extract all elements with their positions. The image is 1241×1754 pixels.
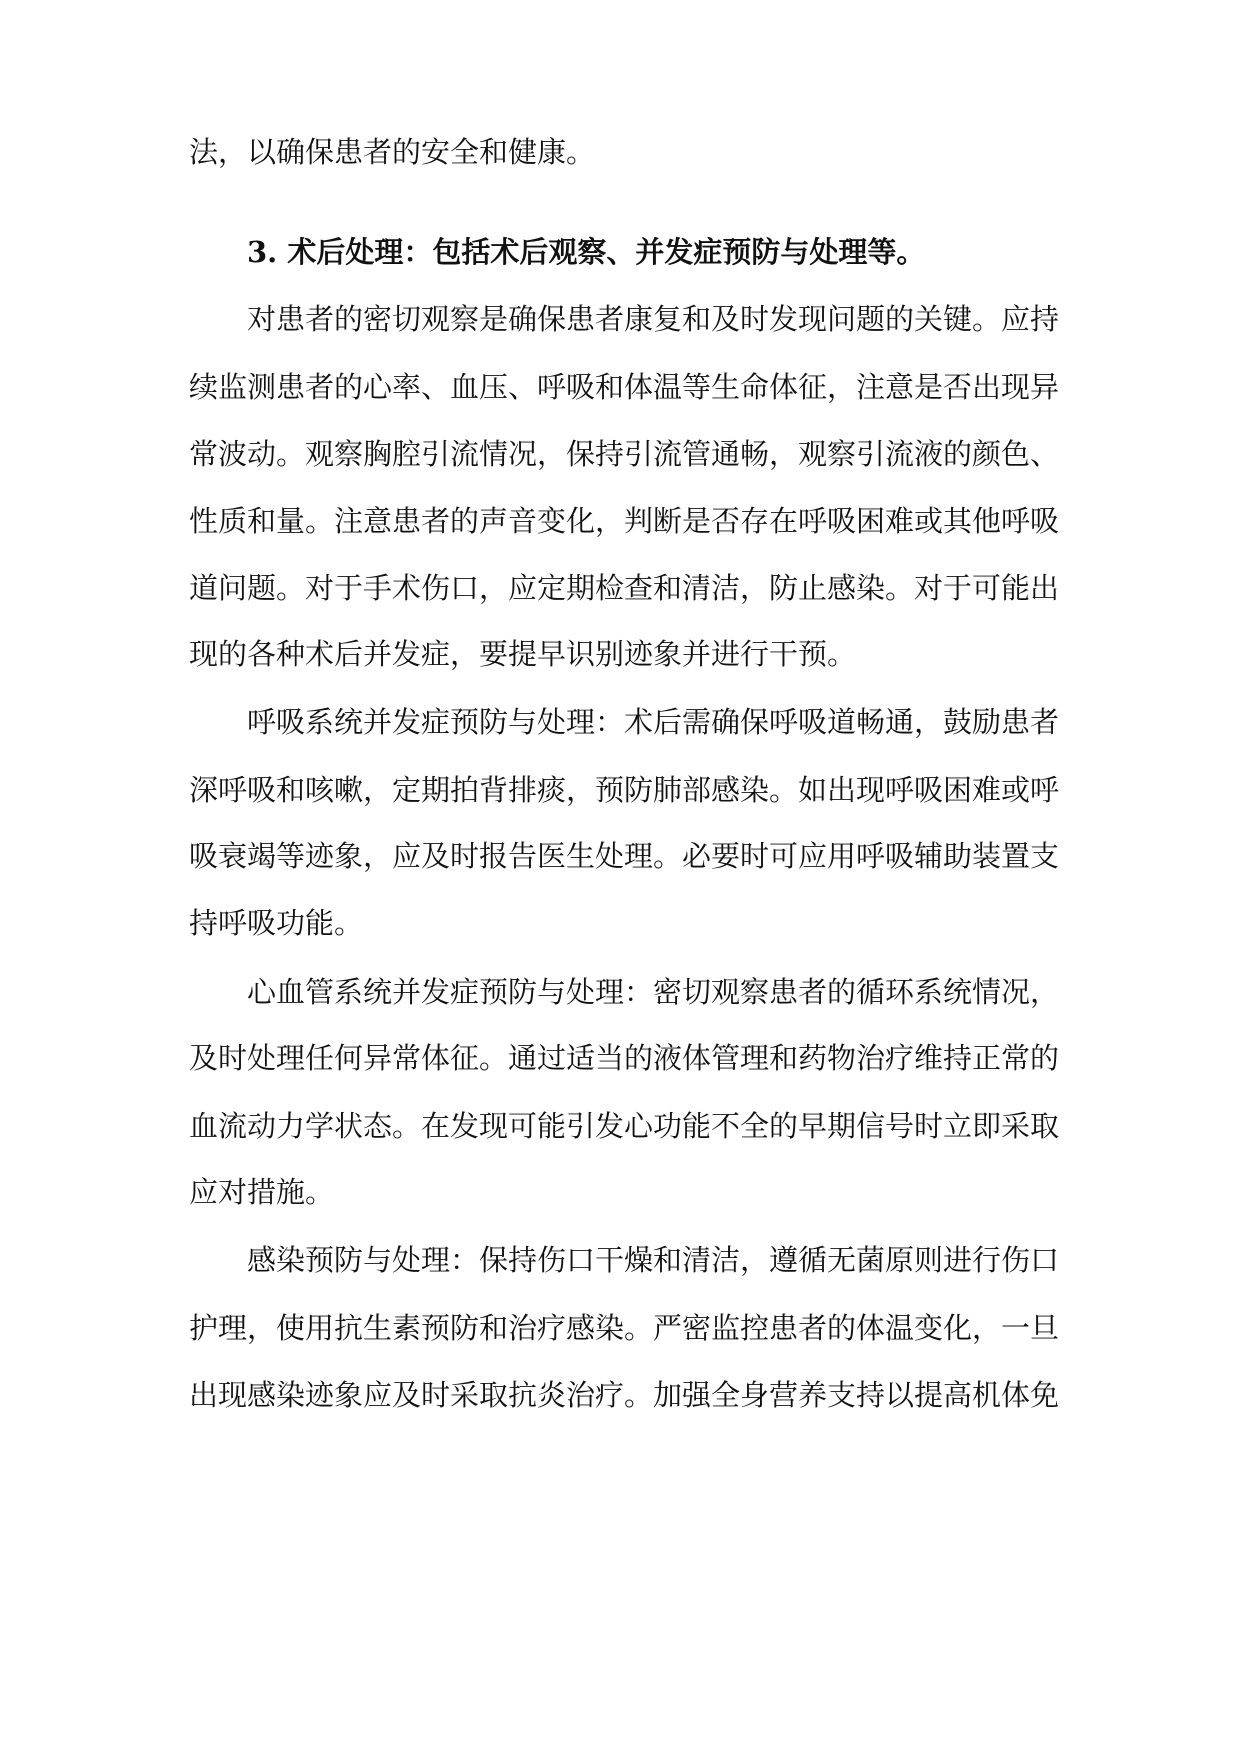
paragraph-line: 深呼吸和咳嗽，定期拍背排痰，预防肺部感染。如出现呼吸困难或呼 [189,773,1060,807]
paragraph-line: 血流动力学状态。在发现可能引发心功能不全的早期信号时立即采取 [189,1109,1060,1143]
paragraph-line: 道问题。对于手术伤口，应定期检查和清洁，防止感染。对于可能出 [189,571,1060,605]
paragraph-line: 心血管系统并发症预防与处理：密切观察患者的循环系统情况， [247,975,1060,1009]
paragraph-line: 常波动。观察胸腔引流情况，保持引流管通畅，观察引流液的颜色、 [189,437,1060,471]
paragraph-line: 吸衰竭等迹象，应及时报告医生处理。必要时可应用呼吸辅助装置支 [189,839,1060,873]
paragraph-line: 持呼吸功能。 [189,906,364,940]
paragraph-line: 现的各种术后并发症，要提早识别迹象并进行干预。 [189,637,857,671]
paragraph-line: 续监测患者的心率、血压、呼吸和体温等生命体征，注意是否出现异 [189,370,1060,404]
paragraph-line: 对患者的密切观察是确保患者康复和及时发现问题的关键。应持 [247,302,1060,336]
paragraph-line: 感染预防与处理：保持伤口干燥和清洁，遵循无菌原则进行伤口 [247,1243,1060,1277]
section-heading: 3. 术后处理：包括术后观察、并发症预防与处理等。 [247,235,926,269]
paragraph-line: 应对措施。 [189,1175,335,1209]
paragraph-line: 性质和量。注意患者的声音变化，判断是否存在呼吸困难或其他呼吸 [189,504,1060,538]
paragraph-line: 出现感染迹象应及时采取抗炎治疗。加强全身营养支持以提高机体免 [189,1378,1060,1412]
paragraph-line: 呼吸系统并发症预防与处理：术后需确保呼吸道畅通，鼓励患者 [247,705,1060,739]
paragraph-line: 及时处理任何异常体征。通过适当的液体管理和药物治疗维持正常的 [189,1041,1060,1075]
continuation-line: 法，以确保患者的安全和健康。 [189,135,596,169]
paragraph-line: 护理，使用抗生素预防和治疗感染。严密监控患者的体温变化，一旦 [189,1311,1060,1345]
